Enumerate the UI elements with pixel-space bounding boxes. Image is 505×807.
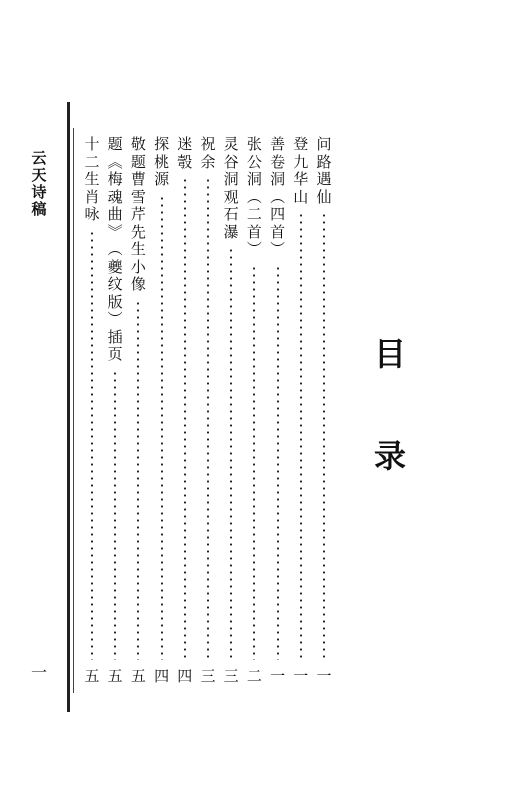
folio-number: 一 (30, 663, 47, 682)
toc-entry-page: 一 (293, 667, 309, 685)
toc-entry (127, 136, 149, 684)
toc-entry-page: 一 (270, 667, 286, 685)
dot-leader (253, 265, 255, 661)
toc-entry-page: 五 (84, 667, 100, 685)
toc-entry-page: 四 (177, 667, 193, 685)
dot-leader (114, 370, 116, 661)
dot-leader (323, 212, 325, 660)
dot-leader (207, 177, 209, 660)
toc-entry-title: 登 九 华 山 (293, 135, 309, 206)
toc-entry-title: 灵 谷 洞 观 石 瀑 (223, 135, 239, 241)
dot-leader (137, 300, 139, 661)
toc-entry (81, 136, 103, 684)
gutter-rule-thick (67, 102, 70, 712)
dot-leader (91, 230, 93, 661)
toc-entry-title: 祝 余 (200, 135, 216, 171)
toc-entry (220, 136, 242, 684)
running-head: 云 天 诗 稿 (31, 149, 47, 218)
toc-entry (174, 136, 196, 684)
dot-leader (277, 265, 279, 661)
toc-entry (290, 136, 312, 684)
toc-entry (104, 136, 126, 684)
dot-leader (184, 177, 186, 660)
toc-entry-title: 张 公 洞 ︵ 二 首 ︶ (246, 135, 262, 258)
toc-entry (151, 136, 173, 684)
toc-entry-title: 探 桃 源 (154, 135, 170, 188)
toc-entry (243, 136, 265, 684)
toc-entry-title: 问 路 遇 仙 (316, 135, 332, 206)
gutter-rule-thin (73, 128, 74, 693)
toc-entry-page: 一 (316, 667, 332, 685)
toc-entry-title: 十 二 生 肖 咏 (84, 135, 100, 223)
toc-entry (197, 136, 219, 684)
toc-entry (267, 136, 289, 684)
toc-entry-page: 三 (200, 667, 216, 685)
toc-entry (313, 136, 335, 684)
toc-entry-title: 迷 彀 (177, 135, 193, 171)
toc-entry-title: 敬 题 曹 雪 芹 先 生 小 像 (130, 135, 146, 293)
toc-entry-title: 题 ︽ 梅 魂 曲 ︾ ︵ 夔 纹 版 ︶ 插 页 (107, 135, 123, 363)
toc-entry-page: 五 (107, 667, 123, 685)
toc-entry-page: 三 (223, 667, 239, 685)
toc-entry-page: 二 (246, 667, 262, 685)
toc-entry-page: 五 (130, 667, 146, 685)
dot-leader (230, 247, 232, 660)
dot-leader (300, 212, 302, 660)
toc-heading (370, 335, 410, 475)
toc-entry-page: 四 (154, 667, 170, 685)
toc-entry-title: 善 卷 洞 ︵ 四 首 ︶ (270, 135, 286, 258)
toc-heading-char-1: 目 (373, 335, 406, 373)
toc-heading-char-2: 录 (373, 437, 406, 475)
dot-leader (161, 195, 163, 661)
